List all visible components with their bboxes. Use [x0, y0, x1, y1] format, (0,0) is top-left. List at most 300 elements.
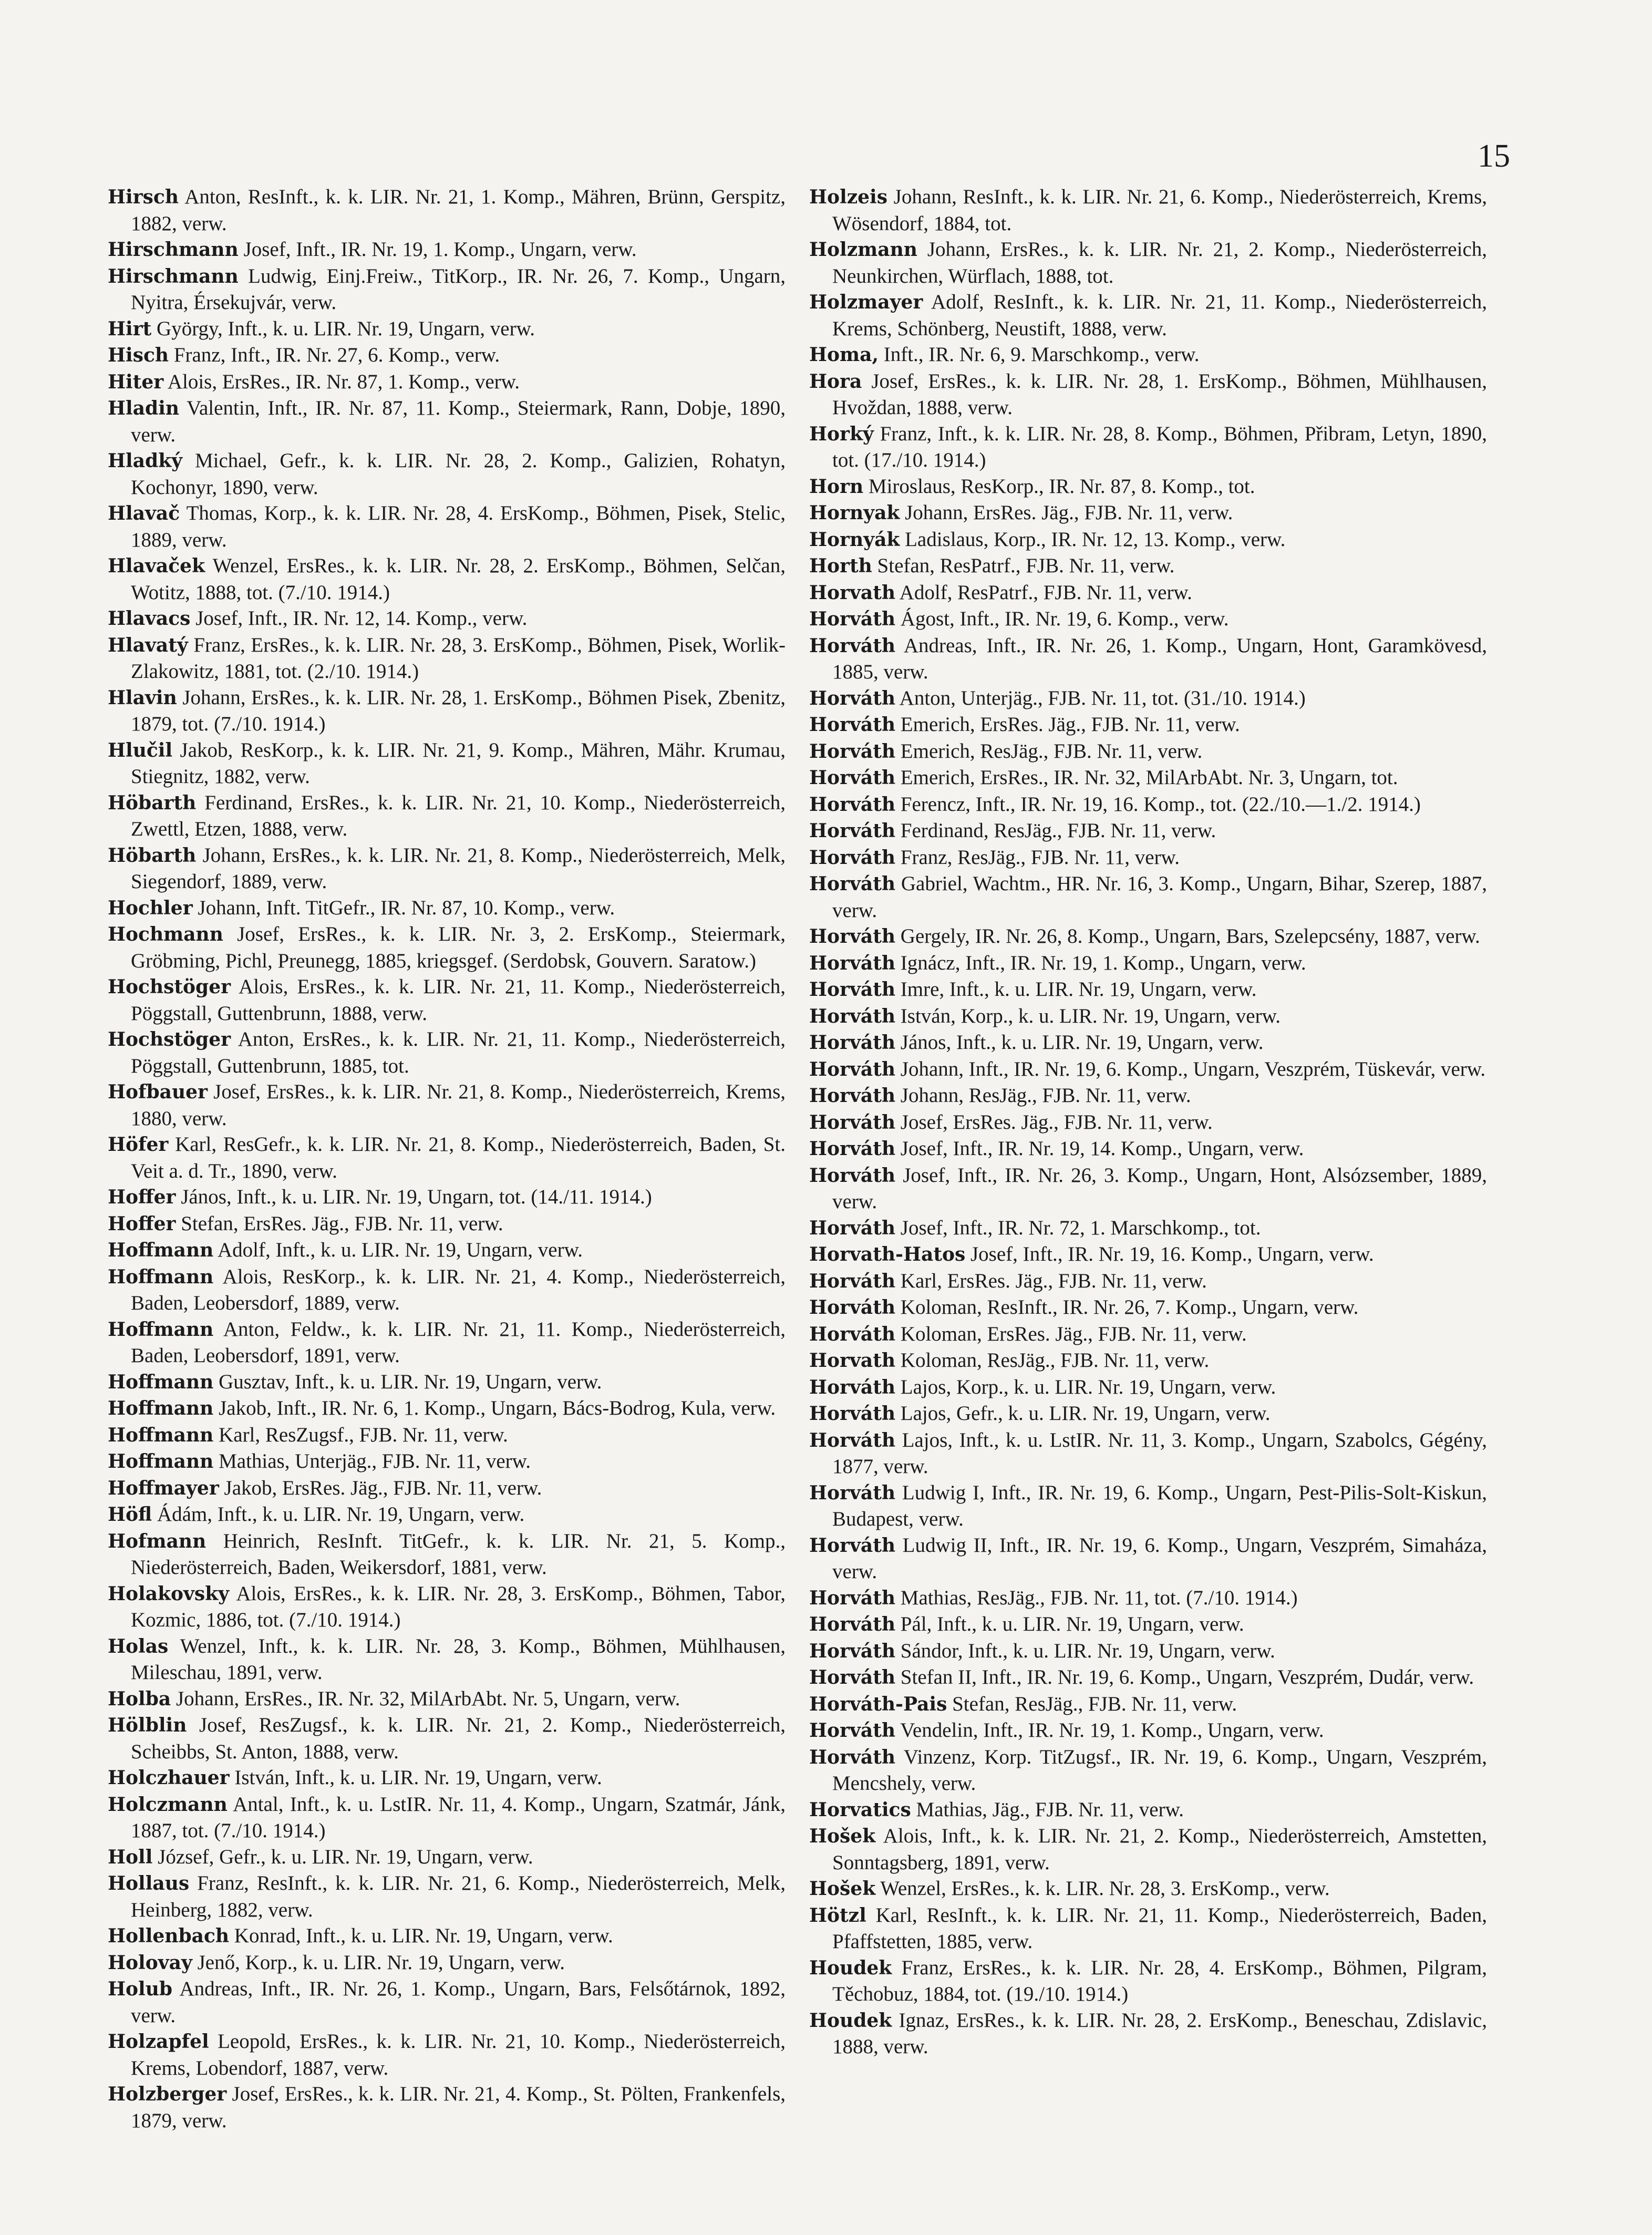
- entry-surname: Horváth: [809, 1587, 896, 1609]
- register-entry: [809, 1241, 1487, 1268]
- entry-surname: Horváth: [809, 1032, 896, 1054]
- entry-details: Thomas, Korp., k. k. LIR. Nr. 28, 4. ErsKomp., Böhmen, Pisek, Stelic, 1889, verw.: [131, 502, 786, 551]
- entry-details: Karl, ResGefr., k. k. LIR. Nr. 21, 8. Komp., Niederösterreich, Baden, St. Veit a. d. Tr., 1890, verw.: [131, 1133, 786, 1182]
- entry-surname: Horváth: [809, 952, 896, 974]
- entry-surname: Horváth: [809, 846, 896, 869]
- entry-details: Stefan, ResJäg., FJB. Nr. 11, verw.: [952, 1692, 1237, 1715]
- register-entry: [809, 1056, 1487, 1083]
- register-entry: [809, 236, 1487, 289]
- register-entry: [108, 553, 786, 605]
- entry-details: Jakob, ResKorp., k. k. LIR. Nr. 21, 9. Komp., Mähren, Mähr. Krumau, Stiegnitz, 1882, verw.: [131, 738, 786, 788]
- entry-details: Josef, ResZugsf., k. k. LIR. Nr. 21, 2. Komp., Niederösterreich, Scheibbs, St. Anton, 1888, verw.: [131, 1714, 786, 1763]
- register-entry: [108, 1528, 786, 1581]
- entry-details: Johann, Inft. TitGefr., IR. Nr. 87, 10. Komp., verw.: [198, 896, 615, 919]
- entry-surname: Hochstöger: [108, 976, 231, 998]
- entry-details: Stefan II, Inft., IR. Nr. 19, 6. Komp., Ungarn, Veszprém, Dudár, verw.: [900, 1666, 1474, 1688]
- register-entry: [108, 1369, 786, 1396]
- register-entry: [108, 1712, 786, 1765]
- register-entry: [809, 1215, 1487, 1242]
- entry-details: János, Inft., k. u. LIR. Nr. 19, Ungarn, tot. (14./11. 1914.): [181, 1186, 652, 1208]
- entry-details: Johann, ResJäg., FJB. Nr. 11, verw.: [900, 1084, 1191, 1107]
- page-number: 15: [1478, 138, 1510, 174]
- entry-surname: Hollaus: [108, 1872, 190, 1894]
- register-entry: [809, 1638, 1487, 1665]
- entry-details: Koloman, ResInft., IR. Nr. 26, 7. Komp., Ungarn, verw.: [900, 1296, 1359, 1319]
- entry-details: Sándor, Inft., k. u. LIR. Nr. 19, Ungarn, verw.: [900, 1639, 1275, 1662]
- entry-surname: Hochmann: [108, 923, 223, 945]
- entry-details: Johann, ResInft., k. k. LIR. Nr. 21, 6. Komp., Niederösterreich, Krems, Wösendorf, 1884, tot.: [832, 186, 1487, 235]
- entry-details: Josef, ErsRes., k. k. LIR. Nr. 21, 4. Komp., St. Pölten, Frankenfels, 1879, verw.: [131, 2083, 786, 2132]
- register-entry: [108, 737, 786, 790]
- entry-details: Josef, Inft., IR. Nr. 72, 1. Marschkomp., tot.: [900, 1216, 1261, 1239]
- entry-details: Michael, Gefr., k. k. LIR. Nr. 28, 2. Komp., Galizien, Rohatyn, Kochonyr, 1890, verw.: [131, 449, 786, 499]
- entry-details: Anton, Feldw., k. k. LIR. Nr. 21, 11. Komp., Niederösterreich, Baden, Leobersdorf, 1891, verw.: [131, 1317, 786, 1367]
- entry-details: Jakob, ErsRes. Jäg., FJB. Nr. 11, verw.: [224, 1476, 542, 1499]
- register-entry: [809, 527, 1487, 553]
- entry-details: Heinrich, ResInft. TitGefr., k. k. LIR. Nr. 21, 5. Komp., Niederösterreich, Baden, Weikersdorf, 1881, verw.: [131, 1529, 786, 1579]
- register-entry: [108, 1316, 786, 1369]
- entry-surname: Hoffmann: [108, 1265, 214, 1288]
- entry-details: Andreas, Inft., IR. Nr. 26, 1. Komp., Ungarn, Bars, Felsőtárnok, 1892, verw.: [131, 1977, 786, 2027]
- register-entry: [108, 790, 786, 842]
- entry-details: Adolf, ResPatrf., FJB. Nr. 11, verw.: [899, 581, 1192, 604]
- entry-details: István, Korp., k. u. LIR. Nr. 19, Ungarn, verw.: [900, 1004, 1281, 1027]
- register-entry: [108, 395, 786, 448]
- entry-surname: Horváth: [809, 1376, 896, 1398]
- entry-details: Valentin, Inft., IR. Nr. 87, 11. Komp., Steiermark, Rann, Dobje, 1890, verw.: [131, 397, 786, 446]
- register-entry: [108, 263, 786, 316]
- entry-surname: Hiter: [108, 370, 164, 393]
- entry-surname: Horváth: [809, 1138, 896, 1160]
- entry-details: Ignácz, Inft., IR. Nr. 19, 1. Komp., Ungarn, verw.: [900, 951, 1306, 974]
- entry-surname: Horký: [809, 423, 874, 445]
- register-entry: [108, 1448, 786, 1475]
- register-entry: [809, 1532, 1487, 1585]
- register-entry: [809, 184, 1487, 236]
- entry-surname: Hoffmann: [108, 1318, 214, 1341]
- register-entry: [108, 1079, 786, 1131]
- register-entry: [809, 1797, 1487, 1824]
- register-entry: [809, 1955, 1487, 2007]
- register-entry: [108, 895, 786, 922]
- entry-surname: Hirschmann: [108, 239, 239, 261]
- register-entry: [809, 368, 1487, 421]
- entry-surname: Hladin: [108, 397, 180, 419]
- entry-surname: Horváth: [809, 793, 896, 816]
- register-entry: [809, 871, 1487, 923]
- entry-surname: Holba: [108, 1687, 171, 1710]
- entry-details: Johann, ErsRes. Jäg., FJB. Nr. 11, verw.: [905, 501, 1233, 524]
- register-entry: [809, 580, 1487, 606]
- register-entry: [809, 791, 1487, 818]
- entry-surname: Houdek: [809, 1956, 892, 1979]
- register-entry: [108, 448, 786, 500]
- entry-details: Karl, ResZugsf., FJB. Nr. 11, verw.: [219, 1423, 508, 1446]
- entry-surname: Holczmann: [108, 1793, 228, 1816]
- register-entry: [108, 1923, 786, 1950]
- register-entry: [108, 1844, 786, 1871]
- register-entry: [108, 1581, 786, 1633]
- entry-details: György, Inft., k. u. LIR. Nr. 19, Ungarn, verw.: [157, 317, 535, 340]
- register-entry: [108, 842, 786, 895]
- entry-details: Ferdinand, ErsRes., k. k. LIR. Nr. 21, 10. Komp., Niederösterreich, Zwettl, Etzen, 1888, verw.: [131, 791, 786, 840]
- register-entry: [108, 1184, 786, 1211]
- register-entry: [108, 2028, 786, 2081]
- entry-details: Johann, ErsRes., k. k. LIR. Nr. 21, 2. Komp., Niederösterreich, Neunkirchen, Würflach, 1888, tot.: [832, 238, 1487, 287]
- entry-details: Adolf, Inft., k. u. LIR. Nr. 19, Ungarn, verw.: [217, 1239, 583, 1261]
- entry-details: Mathias, Unterjäg., FJB. Nr. 11, verw.: [219, 1450, 531, 1472]
- entry-details: István, Inft., k. u. LIR. Nr. 19, Ungarn, verw.: [234, 1766, 602, 1789]
- entry-details: Anton, Unterjäg., FJB. Nr. 11, tot. (31./10. 1914.): [899, 686, 1306, 709]
- entry-surname: Horváth: [809, 767, 896, 789]
- register-entry: [108, 974, 786, 1026]
- entry-details: Johann, ErsRes., k. k. LIR. Nr. 21, 8. Komp., Niederösterreich, Melk, Siegendorf, 1889, verw.: [131, 843, 786, 893]
- entry-surname: Hornyak: [809, 502, 900, 524]
- entry-surname: Horváth: [809, 1403, 896, 1425]
- entry-details: Josef, Inft., IR. Nr. 26, 3. Komp., Ungarn, Hont, Alsózsember, 1889, verw.: [832, 1163, 1487, 1213]
- entry-details: Vendelin, Inft., IR. Nr. 19, 1. Komp., Ungarn, verw.: [900, 1719, 1324, 1742]
- register-entry: [809, 1400, 1487, 1427]
- entry-details: Josef, ErsRes., k. k. LIR. Nr. 3, 2. ErsKomp., Steiermark, Gröbming, Pichl, Preunegg, 1885, kriegsgef. (Serdobsk, Gouvern. Saratow.): [131, 923, 786, 972]
- entry-surname: Horváth: [809, 873, 896, 895]
- register-entry: [108, 2081, 786, 2134]
- entry-details: Koloman, ErsRes. Jäg., FJB. Nr. 11, verw.: [900, 1322, 1247, 1345]
- entry-surname: Holl: [108, 1846, 153, 1868]
- entry-surname: Horvath: [809, 1350, 896, 1372]
- entry-details: Johann, Inft., IR. Nr. 19, 6. Komp., Ungarn, Veszprém, Tüskevár, verw.: [900, 1057, 1486, 1080]
- register-entry: [809, 1162, 1487, 1215]
- entry-surname: Horváth: [809, 1666, 896, 1688]
- register-entry: [809, 1876, 1487, 1902]
- entry-surname: Horn: [809, 475, 864, 498]
- entry-surname: Hošek: [809, 1878, 876, 1900]
- entry-surname: Horváth: [809, 1429, 896, 1451]
- entry-surname: Holakovsky: [108, 1582, 230, 1605]
- entry-details: Ignaz, ErsRes., k. k. LIR. Nr. 28, 2. ErsKomp., Beneschau, Zdislavic, 1888, verw.: [832, 2009, 1487, 2058]
- entry-surname: Höfer: [108, 1134, 169, 1156]
- entry-surname: Horváth: [809, 1323, 896, 1345]
- entry-details: Karl, ResInft., k. k. LIR. Nr. 21, 11. Komp., Niederösterreich, Baden, Pfaffstetten, 1885, verw.: [832, 1903, 1488, 1953]
- register-entry: [809, 1374, 1487, 1401]
- entry-details: Ferdinand, ResJäg., FJB. Nr. 11, verw.: [900, 819, 1216, 842]
- entry-surname: Horvatics: [809, 1798, 911, 1821]
- entry-surname: Horváth: [809, 1270, 896, 1292]
- register-entry: [809, 289, 1487, 342]
- entry-details: Karl, ErsRes. Jäg., FJB. Nr. 11, verw.: [900, 1269, 1207, 1292]
- entry-surname: Horváth: [809, 1296, 896, 1319]
- entry-details: Alois, ErsRes., IR. Nr. 87, 1. Komp., verw.: [167, 370, 520, 393]
- register-entry: [809, 1347, 1487, 1374]
- entry-surname: Horváth: [809, 1085, 896, 1107]
- entry-surname: Horváth: [809, 608, 896, 630]
- entry-surname: Hollenbach: [108, 1925, 230, 1947]
- entry-surname: Horváth: [809, 1005, 896, 1027]
- entry-details: Lajos, Inft., k. u. LstIR. Nr. 11, 3. Komp., Ungarn, Szabolcs, Gégény, 1877, verw.: [832, 1428, 1487, 1478]
- entry-details: Ádám, Inft., k. u. LIR. Nr. 19, Ungarn, verw.: [157, 1503, 525, 1526]
- register-entry: [108, 1633, 786, 1686]
- register-entry: [108, 1026, 786, 1079]
- register-entry: [809, 2007, 1487, 2060]
- register-entry: [809, 1691, 1487, 1718]
- entry-surname: Holzberger: [108, 2083, 227, 2105]
- entry-details: Josef, Inft., IR. Nr. 19, 1. Komp., Ungarn, verw.: [243, 238, 637, 261]
- register-entry: [108, 316, 786, 343]
- entry-details: Lajos, Gefr., k. u. LIR. Nr. 19, Ungarn, verw.: [900, 1402, 1271, 1425]
- entry-details: Stefan, ResPatrf., FJB. Nr. 11, verw.: [877, 554, 1175, 577]
- entry-details: Franz, ErsRes., k. k. LIR. Nr. 28, 4. ErsKomp., Böhmen, Pilgram, Těchobuz, 1884, tot. (19./10. 1914.): [832, 1956, 1487, 2005]
- entry-surname: Hirt: [108, 317, 152, 340]
- entry-details: Gergely, IR. Nr. 26, 8. Komp., Ungarn, Bars, Szelepcsény, 1887, verw.: [900, 925, 1480, 947]
- entry-details: Alois, ErsRes., k. k. LIR. Nr. 28, 3. ErsKomp., Böhmen, Tabor, Kozmic, 1886, tot. (7./10. 1914.): [131, 1582, 786, 1631]
- entry-surname: Horváth: [809, 925, 896, 947]
- entry-details: Johann, ErsRes., k. k. LIR. Nr. 28, 1. ErsKomp., Böhmen Pisek, Zbenitz, 1879, tot. (7./10. 1914.): [131, 686, 786, 735]
- register-entry: [809, 1427, 1487, 1480]
- entry-details: Josef, ErsRes., k. k. LIR. Nr. 21, 8. Komp., Niederösterreich, Krems, 1880, verw.: [131, 1080, 786, 1130]
- entry-surname: Hlavatý: [108, 634, 188, 656]
- entry-details: Stefan, ErsRes. Jäg., FJB. Nr. 11, verw.: [181, 1212, 503, 1235]
- entry-details: Emerich, ResJäg., FJB. Nr. 11, verw.: [900, 739, 1203, 763]
- register-entry: [809, 1611, 1487, 1638]
- entry-surname: Hošek: [809, 1825, 876, 1847]
- entry-surname: Hölblin: [108, 1714, 187, 1736]
- register-entry: [108, 1870, 786, 1923]
- entry-surname: Hlavač: [108, 502, 180, 524]
- register-entry: [108, 685, 786, 737]
- entry-surname: Horváth: [809, 634, 896, 657]
- entry-surname: Hoffmann: [108, 1239, 214, 1261]
- entry-surname: Hoffmann: [108, 1371, 214, 1393]
- register-entry: [108, 1475, 786, 1502]
- register-entry: [809, 976, 1487, 1003]
- register-entry: [809, 1717, 1487, 1744]
- entry-details: Ludwig, Einj.Freiw., TitKorp., IR. Nr. 26, 7. Komp., Ungarn, Nyitra, Érsekujvár, verw.: [131, 264, 786, 314]
- register-entry: [809, 1268, 1487, 1295]
- entry-surname: Hoffer: [108, 1186, 176, 1208]
- register-entry: [809, 1823, 1487, 1876]
- register-entry: [108, 1950, 786, 1976]
- register-entry: [809, 1136, 1487, 1162]
- entry-details: Koloman, ResJäg., FJB. Nr. 11, verw.: [900, 1349, 1210, 1372]
- register-entry: [108, 1501, 786, 1528]
- entry-surname: Horváth: [809, 1534, 896, 1557]
- register-entry: [809, 606, 1487, 633]
- register-entry: [108, 1131, 786, 1184]
- entry-surname: Hochler: [108, 897, 193, 919]
- entry-details: Emerich, ErsRes. Jäg., FJB. Nr. 11, verw.: [900, 713, 1240, 736]
- entry-details: Jakob, Inft., IR. Nr. 6, 1. Komp., Ungarn, Bács-Bodrog, Kula, verw.: [219, 1397, 776, 1419]
- entry-details: Vinzenz, Korp. TitZugsf., IR. Nr. 19, 6. Komp., Ungarn, Veszprém, Mencshely, verw.: [832, 1745, 1487, 1795]
- entry-surname: Houdek: [809, 2009, 892, 2032]
- entry-details: Franz, Inft., IR. Nr. 27, 6. Komp., verw.: [173, 344, 500, 366]
- entry-details: Ladislaus, Korp., IR. Nr. 12, 13. Komp., verw.: [905, 528, 1286, 551]
- entry-surname: Horth: [809, 555, 872, 577]
- register-entry: [108, 605, 786, 632]
- entry-details: Franz, Inft., k. k. LIR. Nr. 28, 8. Komp., Böhmen, Přibram, Letyn, 1890, tot. (17./10. 1914.): [832, 422, 1488, 471]
- entry-details: József, Gefr., k. u. LIR. Nr. 19, Ungarn, verw.: [158, 1845, 533, 1868]
- entry-surname: Hlavin: [108, 686, 177, 709]
- entry-details: Gusztav, Inft., k. u. LIR. Nr. 19, Ungarn, verw.: [219, 1370, 602, 1393]
- entry-surname: Hötzl: [809, 1904, 866, 1927]
- entry-details: Mathias, ResJäg., FJB. Nr. 11, tot. (7./10. 1914.): [900, 1586, 1298, 1609]
- entry-surname: Horváth-Pais: [809, 1693, 947, 1715]
- entry-surname: Hochstöger: [108, 1028, 231, 1050]
- entry-surname: Horváth: [809, 1481, 896, 1504]
- register-entry: [108, 1264, 786, 1316]
- entry-details: Miroslaus, ResKorp., IR. Nr. 87, 8. Komp., tot.: [868, 475, 1255, 498]
- entry-surname: Hofmann: [108, 1530, 206, 1552]
- entry-details: Jenő, Korp., k. u. LIR. Nr. 19, Ungarn, verw.: [197, 1951, 565, 1974]
- entry-surname: Hlučil: [108, 739, 173, 761]
- entry-details: Anton, ErsRes., k. k. LIR. Nr. 21, 11. Komp., Niederösterreich, Pöggstall, Guttenbrunn, 1885, tot.: [131, 1028, 786, 1077]
- entry-surname: Horváth: [809, 979, 896, 1001]
- entry-details: Leopold, ErsRes., k. k. LIR. Nr. 21, 10. Komp., Niederösterreich, Krems, Lobendorf, 1887, verw.: [131, 2030, 786, 2079]
- entry-details: Alois, ErsRes., k. k. LIR. Nr. 21, 11. Komp., Niederösterreich, Pöggstall, Guttenbrunn, 1888, verw.: [131, 975, 786, 1025]
- entry-surname: Hlavaček: [108, 555, 205, 577]
- register-entry: [809, 1585, 1487, 1612]
- entry-surname: Holzapfel: [108, 2031, 209, 2053]
- entry-surname: Hoffmayer: [108, 1477, 219, 1499]
- entry-surname: Hoffmann: [108, 1424, 214, 1446]
- entry-details: Inft., IR. Nr. 6, 9. Marschkomp., verw.: [883, 343, 1200, 366]
- entry-details: Johann, ErsRes., IR. Nr. 32, MilArbAbt. Nr. 5, Ungarn, verw.: [175, 1687, 680, 1710]
- left-column: [108, 184, 786, 2134]
- register-entry: [809, 1902, 1487, 1955]
- entry-surname: Hlavacs: [108, 607, 191, 630]
- entry-details: Josef, Inft., IR. Nr. 19, 14. Komp., Ungarn, verw.: [900, 1137, 1304, 1160]
- entry-surname: Horvath: [809, 581, 896, 604]
- entry-surname: Horváth: [809, 714, 896, 736]
- entry-surname: Hofbauer: [108, 1081, 208, 1103]
- entry-surname: Horváth: [809, 820, 896, 842]
- entry-details: Imre, Inft., k. u. LIR. Nr. 19, Ungarn, verw.: [900, 978, 1257, 1001]
- entry-surname: Horváth: [809, 1217, 896, 1239]
- entry-details: Konrad, Inft., k. u. LIR. Nr. 19, Ungarn, verw.: [234, 1924, 613, 1947]
- register-entry: [108, 921, 786, 974]
- register-entry: [108, 1237, 786, 1264]
- entry-details: Emerich, ErsRes., IR. Nr. 32, MilArbAbt. Nr. 3, Ungarn, tot.: [900, 766, 1398, 789]
- entry-surname: Hisch: [108, 344, 169, 366]
- register-entry: [809, 473, 1487, 500]
- entry-surname: Hornyák: [809, 528, 900, 551]
- register-entry: [809, 1664, 1487, 1691]
- register-entry: [809, 1003, 1487, 1030]
- entry-details: Wenzel, Inft., k. k. LIR. Nr. 28, 3. Komp., Böhmen, Mühlhausen, Mileschau, 1891, verw.: [131, 1634, 786, 1684]
- entry-details: Ludwig I, Inft., IR. Nr. 19, 6. Komp., Ungarn, Pest-Pilis-Solt-Kiskun, Budapest, verw.: [832, 1481, 1488, 1530]
- register-entry: [809, 923, 1487, 950]
- register-entry: [108, 632, 786, 685]
- entry-details: Pál, Inft., k. u. LIR. Nr. 19, Ungarn, verw.: [900, 1613, 1244, 1635]
- entry-surname: Horvath-Hatos: [809, 1243, 966, 1265]
- entry-details: Alois, Inft., k. k. LIR. Nr. 21, 2. Komp., Niederösterreich, Amstetten, Sonntagsberg, 1891, verw.: [832, 1825, 1487, 1874]
- entry-details: Ágost, Inft., IR. Nr. 19, 6. Komp., verw.: [900, 607, 1229, 630]
- entry-details: Wenzel, ErsRes., k. k. LIR. Nr. 28, 3. ErsKomp., verw.: [880, 1877, 1330, 1900]
- entry-details: Josef, Inft., IR. Nr. 12, 14. Komp., verw.: [195, 607, 528, 630]
- entry-surname: Holas: [108, 1635, 169, 1657]
- entry-details: Antal, Inft., k. u. LstIR. Nr. 11, 4. Komp., Ungarn, Szatmár, Jánk, 1887, tot. (7./10. 1914.): [131, 1793, 786, 1842]
- entry-details: Lajos, Korp., k. u. LIR. Nr. 19, Ungarn, verw.: [900, 1375, 1276, 1398]
- entry-details: Ferencz, Inft., IR. Nr. 19, 16. Komp., tot. (22./10.—1./2. 1914.): [900, 792, 1421, 816]
- register-entry: [108, 1395, 786, 1422]
- register-entry: [809, 1744, 1487, 1797]
- entry-details: Franz, ResInft., k. k. LIR. Nr. 21, 6. Komp., Niederösterreich, Melk, Heinberg, 1882, verw.: [131, 1872, 786, 1921]
- entry-surname: Hoffer: [108, 1212, 176, 1235]
- register-entry: [809, 342, 1487, 368]
- entry-details: Josef, Inft., IR. Nr. 19, 16. Komp., Ungarn, verw.: [970, 1243, 1374, 1265]
- register-entry: [108, 236, 786, 263]
- entry-surname: Holovay: [108, 1951, 192, 1974]
- entry-surname: Horváth: [809, 1746, 896, 1768]
- entry-details: Anton, ResInft., k. k. LIR. Nr. 21, 1. Komp., Mähren, Brünn, Gerspitz, 1882, verw.: [131, 186, 786, 235]
- entry-surname: Höfl: [108, 1503, 152, 1526]
- register-entry: [809, 1083, 1487, 1109]
- entry-surname: Holzmann: [809, 239, 917, 261]
- register-entry: [809, 844, 1487, 871]
- entry-surname: Höbarth: [108, 791, 197, 814]
- entry-details: Mathias, Jäg., FJB. Nr. 11, verw.: [916, 1798, 1184, 1821]
- register-entry: [809, 553, 1487, 580]
- entry-details: Adolf, ResInft., k. k. LIR. Nr. 21, 11. Komp., Niederösterreich, Krems, Schönberg, Neustift, 1888, verw.: [832, 291, 1487, 340]
- register-entry: [809, 1294, 1487, 1321]
- entry-surname: Horváth: [809, 1111, 896, 1134]
- register-entry: [108, 500, 786, 553]
- register-entry: [809, 738, 1487, 765]
- entry-surname: Hladký: [108, 450, 183, 472]
- register-entry: [809, 633, 1487, 685]
- entry-surname: Horváth: [809, 1164, 896, 1187]
- register-entry: [809, 685, 1487, 712]
- entry-details: Franz, ResJäg., FJB. Nr. 11, verw.: [900, 846, 1180, 869]
- entry-surname: Horváth: [809, 1640, 896, 1662]
- entry-surname: Homa,: [809, 344, 879, 366]
- entry-surname: Holczhauer: [108, 1767, 230, 1789]
- entry-surname: Höbarth: [108, 844, 197, 867]
- register-entry: [809, 421, 1487, 473]
- entry-surname: Hoffmann: [108, 1450, 214, 1472]
- register-entry: [108, 369, 786, 396]
- entry-surname: Hora: [809, 370, 862, 393]
- register-entry: [809, 1480, 1487, 1532]
- entry-details: Ludwig II, Inft., IR. Nr. 19, 6. Komp., Ungarn, Veszprém, Simaháza, verw.: [832, 1533, 1487, 1583]
- entry-surname: Horváth: [809, 1058, 896, 1080]
- register-entry: [809, 818, 1487, 844]
- entry-surname: Holub: [108, 1978, 173, 2000]
- register-entry: [108, 1791, 786, 1844]
- right-column: [809, 184, 1487, 2060]
- register-entry: [108, 184, 786, 236]
- entry-surname: Hirsch: [108, 186, 179, 208]
- entry-details: Josef, ErsRes., k. k. LIR. Nr. 28, 1. ErsKomp., Böhmen, Mühlhausen, Hvoždan, 1888, verw.: [832, 369, 1487, 419]
- register-entry: [809, 950, 1487, 977]
- entry-surname: Horváth: [809, 740, 896, 763]
- register-entry: [809, 500, 1487, 527]
- register-entry: [108, 1976, 786, 2028]
- entry-surname: Hoffmann: [108, 1397, 214, 1419]
- entry-details: Franz, ErsRes., k. k. LIR. Nr. 28, 3. ErsKomp., Böhmen, Pisek, Worlik-Zlakowitz, 1881, tot. (2./10. 1914.): [131, 633, 786, 683]
- entry-surname: Horváth: [809, 687, 896, 709]
- register-entry: [108, 1422, 786, 1449]
- entry-details: Alois, ResKorp., k. k. LIR. Nr. 21, 4. Komp., Niederösterreich, Baden, Leobersdorf, 1889, verw.: [131, 1265, 786, 1314]
- register-entry: [809, 1321, 1487, 1348]
- register-entry: [108, 1211, 786, 1238]
- entry-details: Andreas, Inft., IR. Nr. 26, 1. Komp., Ungarn, Hont, Garamkövesd, 1885, verw.: [832, 634, 1487, 683]
- register-entry: [809, 1109, 1487, 1136]
- register-entry: [809, 1029, 1487, 1056]
- register-entry: [108, 342, 786, 369]
- entry-details: Wenzel, ErsRes., k. k. LIR. Nr. 28, 2. ErsKomp., Böhmen, Selčan, Wotitz, 1888, tot. (7./10. 1914.): [131, 554, 786, 604]
- entry-details: Josef, ErsRes. Jäg., FJB. Nr. 11, verw.: [900, 1110, 1213, 1134]
- register-entry: [809, 765, 1487, 791]
- register-entry: [108, 1765, 786, 1791]
